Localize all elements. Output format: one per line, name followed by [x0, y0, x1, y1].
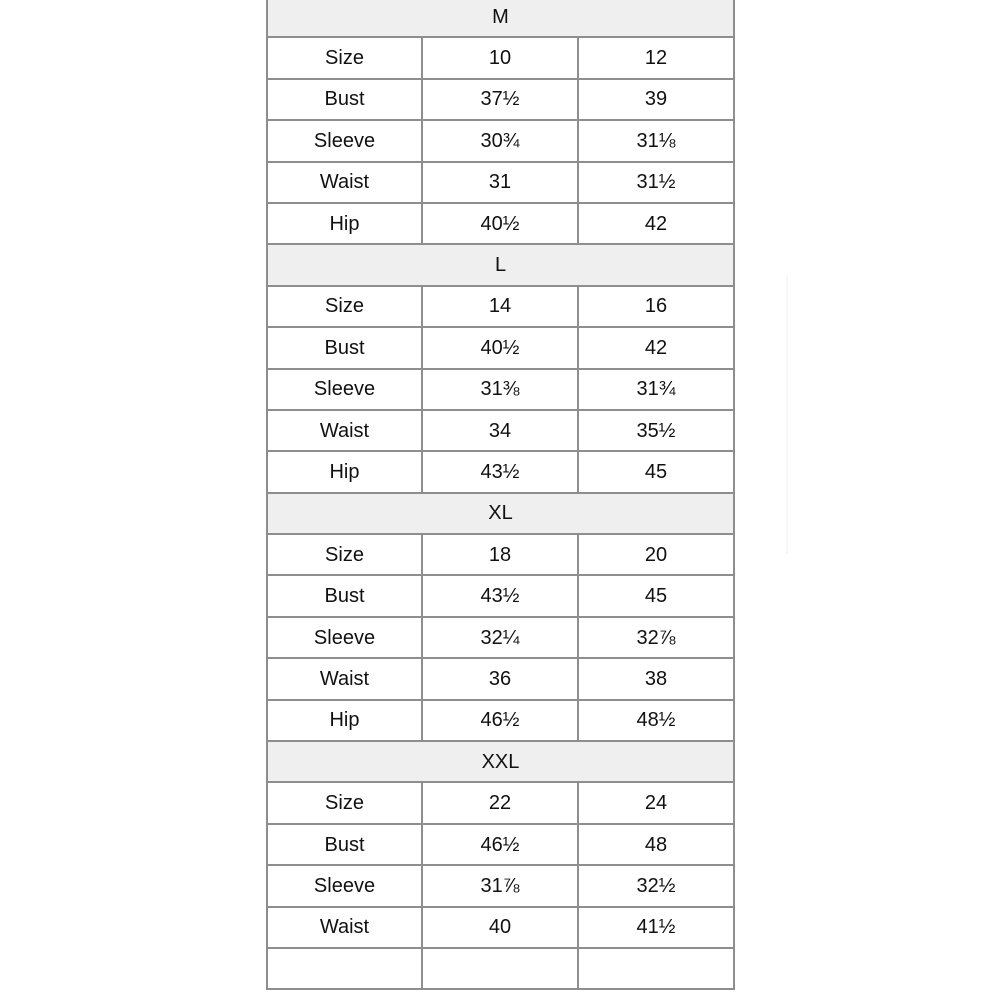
table-row: [267, 575, 734, 616]
measure-label: Size: [267, 286, 422, 327]
table-row: [267, 162, 734, 203]
measure-value: 20: [578, 534, 734, 575]
table-row: [267, 782, 734, 823]
measure-value: 31⅞: [422, 865, 578, 906]
table-row: [267, 865, 734, 906]
measure-label: Size: [267, 782, 422, 823]
measure-label: Waist: [267, 410, 422, 451]
table-row: [267, 203, 734, 244]
table-row: [267, 907, 734, 948]
measure-label: Sleeve: [267, 369, 422, 410]
group-header-row: [267, 244, 734, 285]
measure-value: 18: [422, 534, 578, 575]
measure-label: Hip: [267, 451, 422, 492]
measure-label: Hip: [267, 203, 422, 244]
group-header-l: L: [267, 244, 734, 285]
measure-label: Waist: [267, 658, 422, 699]
measure-value: 46½: [422, 700, 578, 741]
measure-value: 37½: [422, 79, 578, 120]
table-row: [267, 948, 734, 989]
measure-label: Sleeve: [267, 617, 422, 658]
measure-value: 40½: [422, 327, 578, 368]
measure-value: 16: [578, 286, 734, 327]
group-header-row: [267, 741, 734, 782]
measure-label: Sleeve: [267, 865, 422, 906]
measure-value: 31¾: [578, 369, 734, 410]
measure-value: 32½: [578, 865, 734, 906]
measure-value: 31⅜: [422, 369, 578, 410]
size-chart-table: [266, 0, 735, 990]
measure-value: 32¼: [422, 617, 578, 658]
measure-value: 48: [578, 824, 734, 865]
scroll-edge-shadow: [786, 276, 788, 554]
table-row: [267, 700, 734, 741]
measure-value: 48½: [578, 700, 734, 741]
measure-value: 24: [578, 782, 734, 823]
measure-value: 31: [422, 162, 578, 203]
table-row: [267, 79, 734, 120]
measure-value: 22: [422, 782, 578, 823]
measure-value: 30¾: [422, 120, 578, 161]
table-row: [267, 327, 734, 368]
measure-label: Bust: [267, 79, 422, 120]
measure-value: 36: [422, 658, 578, 699]
group-header-xl: XL: [267, 493, 734, 534]
measure-label: Bust: [267, 575, 422, 616]
table-row: [267, 534, 734, 575]
measure-value: 32⅞: [578, 617, 734, 658]
table-row: [267, 617, 734, 658]
measure-value: 42: [578, 327, 734, 368]
table-row: [267, 658, 734, 699]
measure-value: 40½: [422, 203, 578, 244]
measure-value: 46½: [422, 824, 578, 865]
group-header-xxl: XXL: [267, 741, 734, 782]
measure-label: Waist: [267, 907, 422, 948]
measure-value: 39: [578, 79, 734, 120]
measure-value: [422, 948, 578, 989]
measure-value: 35½: [578, 410, 734, 451]
table-row: [267, 824, 734, 865]
measure-label: [267, 948, 422, 989]
measure-value: 34: [422, 410, 578, 451]
measure-value: 41½: [578, 907, 734, 948]
measure-value: 43½: [422, 575, 578, 616]
measure-value: 42: [578, 203, 734, 244]
table-row: [267, 451, 734, 492]
group-header-m: M: [267, 0, 734, 37]
measure-value: [578, 948, 734, 989]
measure-label: Size: [267, 534, 422, 575]
measure-value: 14: [422, 286, 578, 327]
measure-value: 38: [578, 658, 734, 699]
table-row: [267, 410, 734, 451]
measure-label: Size: [267, 37, 422, 78]
table-row: [267, 286, 734, 327]
measure-value: 40: [422, 907, 578, 948]
measure-value: 31⅛: [578, 120, 734, 161]
measure-value: 12: [578, 37, 734, 78]
measure-label: Hip: [267, 700, 422, 741]
group-header-row: [267, 0, 734, 37]
group-header-row: [267, 493, 734, 534]
measure-value: 43½: [422, 451, 578, 492]
measure-value: 45: [578, 451, 734, 492]
table-row: [267, 369, 734, 410]
measure-value: 31½: [578, 162, 734, 203]
table-row: [267, 37, 734, 78]
measure-label: Bust: [267, 327, 422, 368]
measure-value: 10: [422, 37, 578, 78]
table-row: [267, 120, 734, 161]
measure-label: Waist: [267, 162, 422, 203]
measure-value: 45: [578, 575, 734, 616]
size-chart-body: [267, 0, 734, 989]
measure-label: Bust: [267, 824, 422, 865]
measure-label: Sleeve: [267, 120, 422, 161]
